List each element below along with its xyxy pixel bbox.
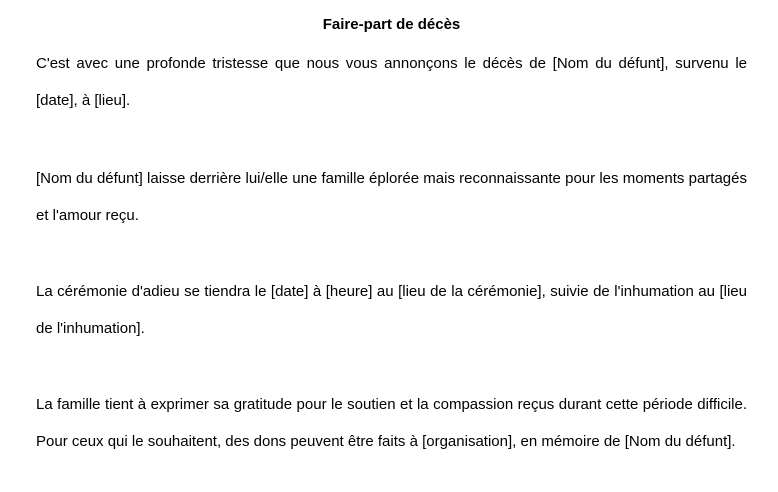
paragraph-gratitude: La famille tient à exprimer sa gratitude pour le soutien et la compassion reçus durant cette période difficile. Pour ceux qui le souhaitent, des dons peuvent être faits à [organisation], en mémoire de [Nom du défunt]. [36, 396, 747, 450]
paragraph-ceremony: La cérémonie d'adieu se tiendra le [date] à [heure] au [lieu de la cérémonie], suivie de l'inhumation au [lieu de l'inhumation]. [36, 283, 747, 337]
paragraph-family: [Nom du défunt] laisse derrière lui/elle une famille éplorée mais reconnaissante pour les moments partagés et l'amour reçu. [36, 170, 747, 224]
paragraph-announcement: C'est avec une profonde tristesse que nous vous annonçons le décès de [Nom du défunt], survenu le [date], à [lieu]. [36, 55, 747, 109]
document-title: Faire-part de décès [322, 16, 461, 33]
